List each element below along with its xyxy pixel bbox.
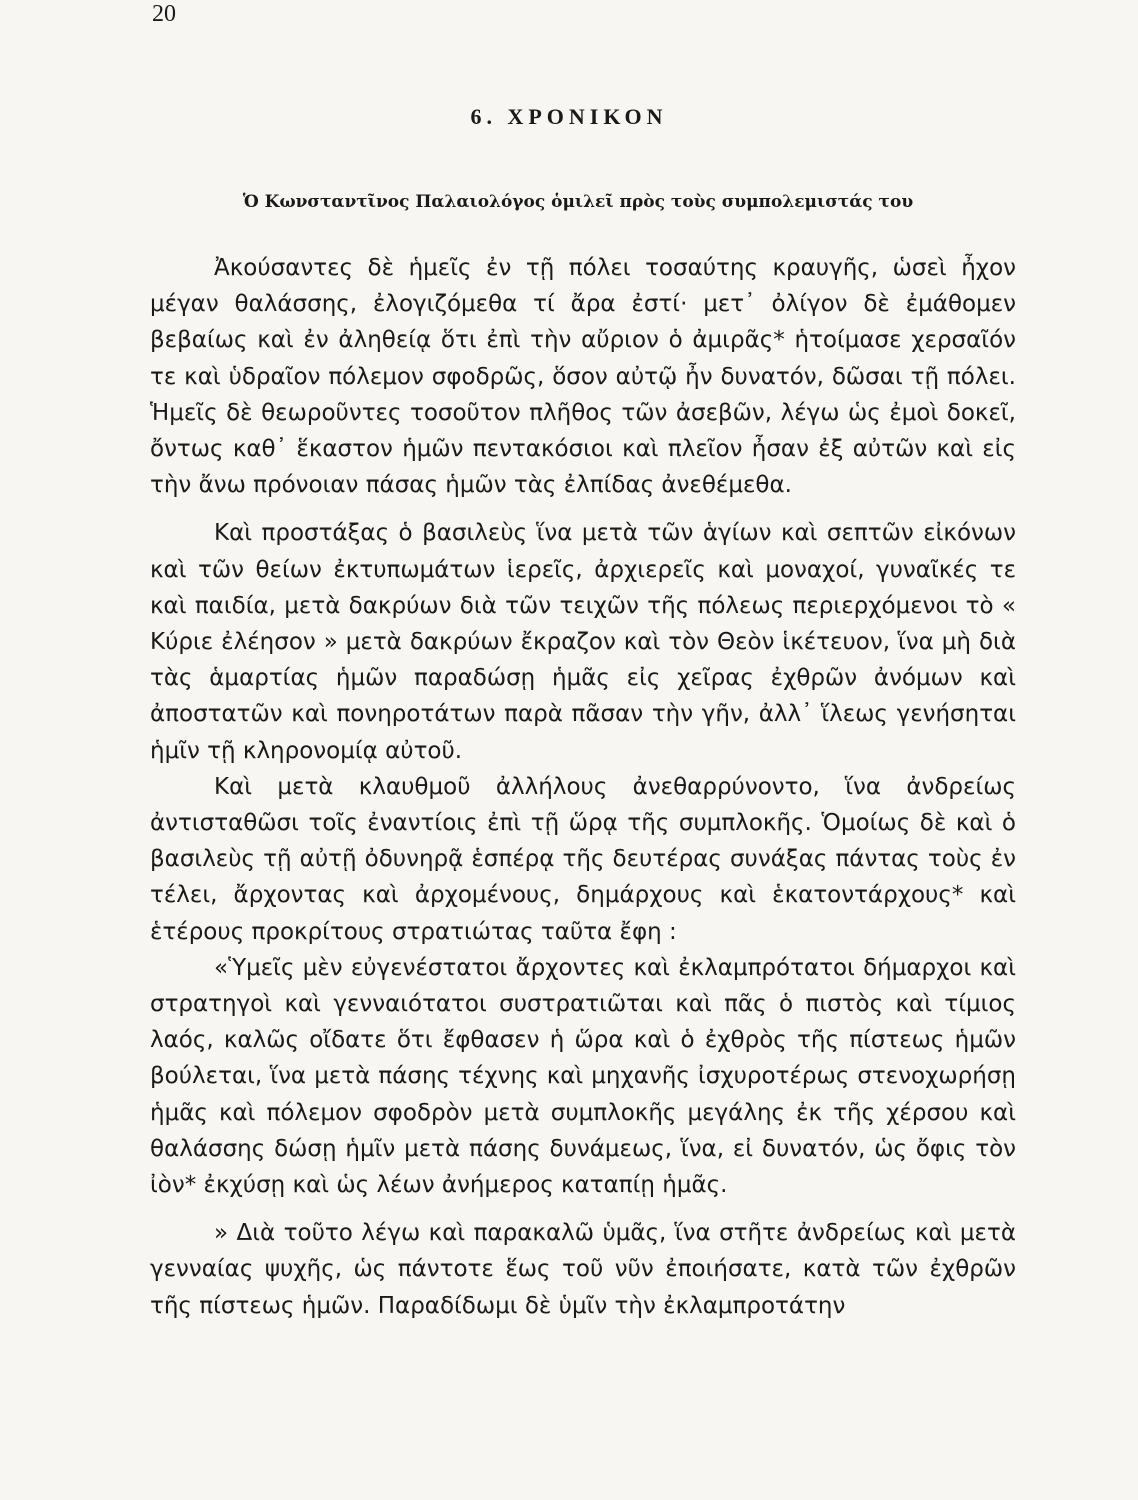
section-heading: 6. ΧΡΟΝΙΚΟΝ — [470, 104, 668, 129]
paragraph-5: » Διὰ τοῦτο λέγω καὶ παρακαλῶ ὑμᾶς, ἵνα στῆτε ἀνδρείως καὶ μετὰ γενναίας ψυχῆς, ὡς πάντοτε ἕως τοῦ νῦν ἐποιήσατε, κατὰ τῶν ἐχθρῶν τῆς πίστεως ἡμῶν. Παραδίδωμι δὲ ὑμῖν τὴν ἐκλαμπροτάτην — [150, 1220, 1016, 1319]
body-text — [150, 250, 1016, 1324]
paragraph-4: «Ὑμεῖς μὲν εὐγενέστατοι ἄρχοντες καὶ ἐκλαμπρότατοι δήμαρχοι καὶ στρατηγοὶ καὶ γενναιότατοι συστρατιῶται καὶ πᾶς ὁ πιστὸς καὶ τίμιος λαός, καλῶς οἴδατε ὅτι ἔφθασεν ἡ ὥρα καὶ ὁ ἐχθρὸς τῆς πίστεως ἡμῶν βούλεται, ἵνα μετὰ πάσης τέχνης καὶ μηχανῆς ἰσχυροτέρως στενοχωρήσῃ ἡμᾶς καὶ πόλεμον σφοδρὸν μετὰ συμπλοκῆς μεγάλης ἐκ τῆς χέρσου καὶ θαλάσσης δώσῃ ἡμῖν μετὰ πάσης δυνάμεως, ἵνα, εἰ δυνατόν, ὡς ὄφις τὸν ἰὸν* ἐκχύσῃ καὶ ὡς λέων ἀνήμερος καταπίῃ ἡμᾶς. — [150, 954, 1016, 1199]
paragraph-2: Καὶ προστάξας ὁ βασιλεὺς ἵνα μετὰ τῶν ἁγίων καὶ σεπτῶν εἰκόνων καὶ τῶν θείων ἐκτυπωμάτων ἱερεῖς, ἀρχιερεῖς καὶ μοναχοί, γυναῖκές τε καὶ παιδία, μετὰ δακρύων διὰ τῶν τειχῶν τῆς πόλεως περιερχόμενοι τὸ « Κύριε ἐλέησον » μετὰ δακρύων ἔκραζον καὶ τὸν Θεὸν ἱκέτευον, ἵνα μὴ διὰ τὰς ἁμαρτίας ἡμῶν παραδώσῃ ἡμᾶς εἰς χεῖρας ἐχθρῶν ἀνόμων καὶ ἀποστατῶν καὶ πονηροτάτων παρὰ πᾶσαν τὴν γῆν, ἀλλ᾿ ἵλεως γενήσηται ἡμῖν τῇ κληρονομίᾳ αὐτοῦ. — [150, 520, 1016, 764]
section-subtitle: Ὁ Κωνσταντῖνος Παλαιολόγος ὁμιλεῖ πρὸς τοὺς συμπολεμιστάς του — [242, 192, 914, 212]
paragraph-1: Ἀκούσαντες δὲ ἡμεῖς ἐν τῇ πόλει τοσαύτης κραυγῆς, ὡσεὶ ἦχον μέγαν θαλάσσης, ἐλογιζόμεθα τί ἄρα ἐστί· μετ᾿ ὀλίγον δὲ ἐμάθομεν βεβαίως καὶ ἐν ἀληθείᾳ ὅτι ἐπὶ τὴν αὔριον ὁ ἀμιρᾶς* ἡτοίμασε χερσαῖόν τε καὶ ὑδραῖον πόλεμον σφοδρῶς, ὅσον αὐτῷ ἦν δυνατόν, δῶσαι τῇ πόλει. Ἡμεῖς δὲ θεωροῦντες τοσοῦτον πλῆθος τῶν ἀσεβῶν, λέγω ὡς ἐμοὶ δοκεῖ, ὄντως καθ᾿ ἕκαστον ἡμῶν πεντακόσιοι καὶ πλεῖον ἦσαν ἐξ αὐτῶν καὶ εἰς τὴν ἄνω πρόνοιαν πάσας ἡμῶν τὰς ἐλπίδας ἀνεθέμεθα. — [150, 255, 1016, 499]
paragraph-3: Καὶ μετὰ κλαυθμοῦ ἀλλήλους ἀνεθαρρύνοντο, ἵνα ἀνδρείως ἀντισταθῶσι τοῖς ἐναντίοις ἐπὶ τῇ ὥρᾳ τῆς συμπλοκῆς. Ὁμοίως δὲ καὶ ὁ βασιλεὺς τῇ αὐτῇ ὀδυνηρᾷ ἑσπέρᾳ τῆς δευτέρας συνάξας πάντας τοὺς ἐν τέλει, ἄρχοντας καὶ ἀρχομένους, δημάρχους καὶ ἑκατοντάρχους* καὶ ἑτέρους προκρίτους στρατιώτας ταῦτα ἔφη : — [150, 773, 1016, 945]
page-number: 20 — [152, 1, 176, 27]
